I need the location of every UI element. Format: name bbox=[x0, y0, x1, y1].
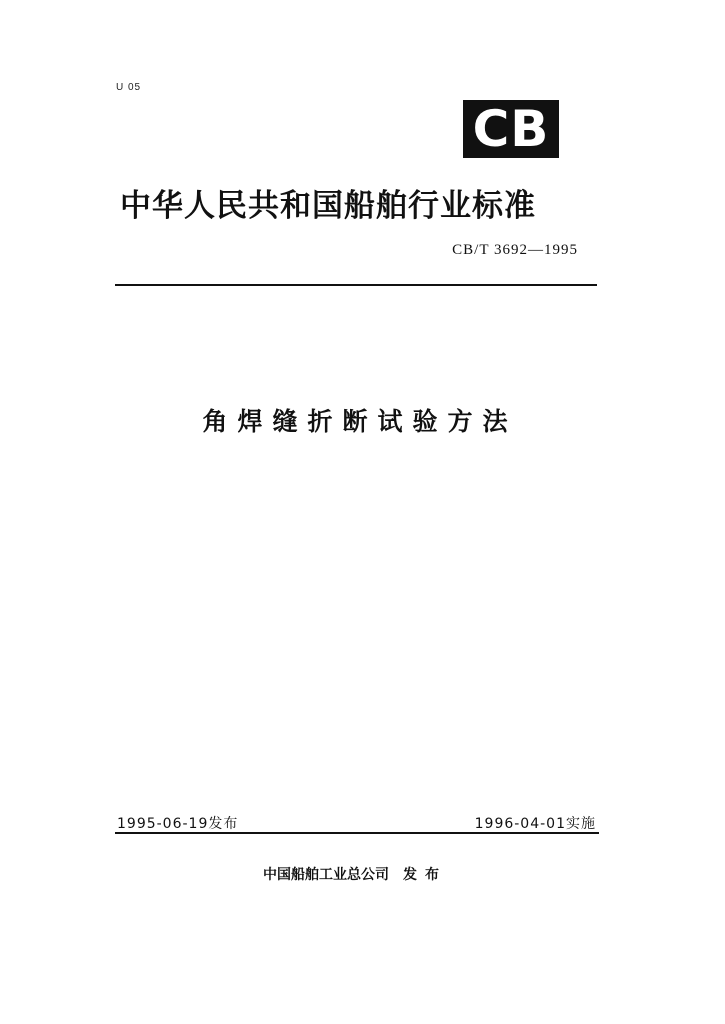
top-divider bbox=[115, 284, 597, 286]
publisher-line bbox=[200, 864, 510, 884]
classification-code: U 05 bbox=[116, 82, 142, 93]
standard-number: CB/T 3692—1995 bbox=[452, 242, 578, 258]
publisher-name: 中国船舶工业总公司 bbox=[263, 867, 389, 883]
organization-title: 中华人民共和国船舶行业标准 bbox=[120, 188, 536, 224]
bottom-divider bbox=[115, 832, 599, 834]
effective-date: 1996-04-01实施 bbox=[474, 816, 596, 832]
publish-label: 发布 bbox=[403, 867, 447, 883]
document-title: 角焊缝折断试验方法 bbox=[202, 407, 518, 436]
cb-logo: CB bbox=[463, 100, 559, 158]
issue-date: 1995-06-19发布 bbox=[117, 816, 239, 832]
